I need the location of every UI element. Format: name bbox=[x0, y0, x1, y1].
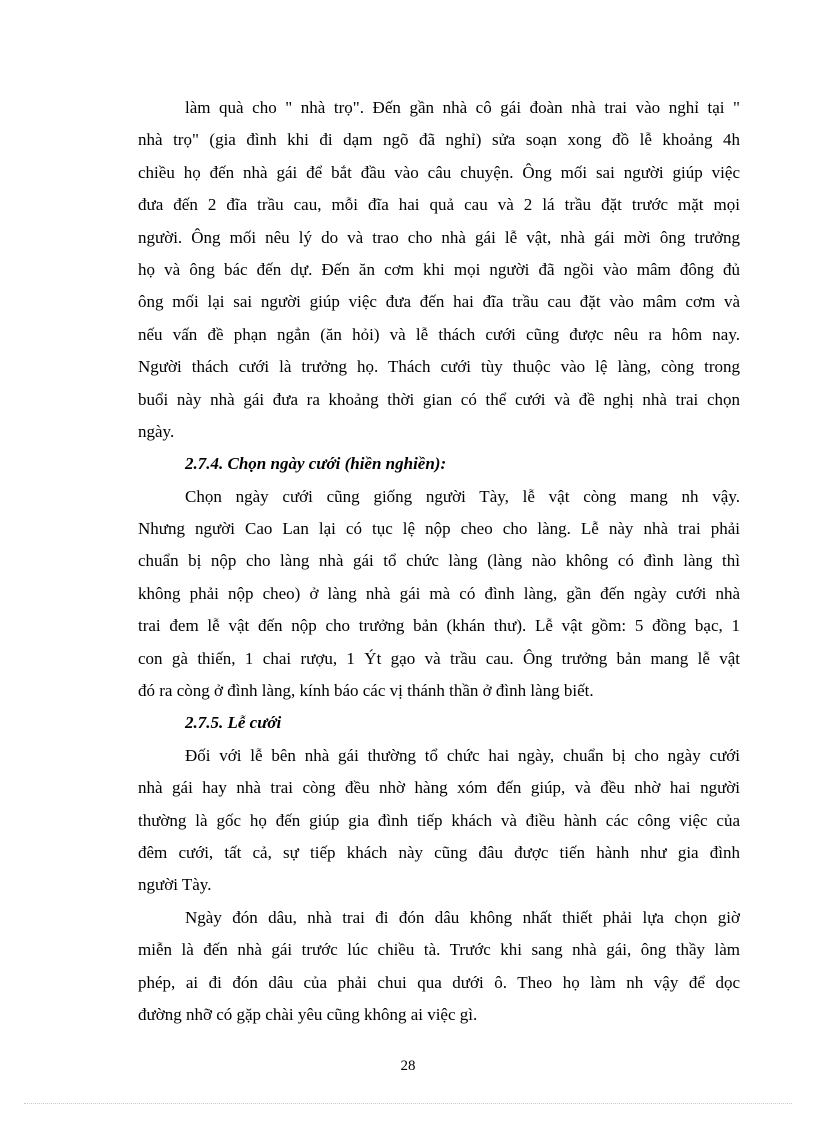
body-text-line: họ và ông bác đến dự. Đến ăn cơm khi mọi người đã ngồi vào mâm đông đủ bbox=[138, 259, 740, 279]
body-text-line: đó ra còng ở đình làng, kính báo các vị thánh thần ở đình làng biết. bbox=[138, 681, 594, 701]
body-text-line: người Tày. bbox=[138, 875, 212, 895]
body-text-line: phép, ai đi đón dâu của phải chui qua dưới ô. Theo họ làm nh vậy để dọc bbox=[138, 972, 740, 992]
body-text-line: Người thách cưới là trưởng họ. Thách cưới tùy thuộc vào lệ làng, còng trong bbox=[138, 357, 740, 377]
body-text-line: chuẩn bị nộp cho làng nhà gái tổ chức làng (làng nào không có đình làng thì bbox=[138, 551, 740, 571]
body-text-line: Ngày đón dâu, nhà trai đi đón dâu không nhất thiết phải lựa chọn giờ bbox=[185, 907, 740, 927]
body-text-line: thường là gốc họ đến giúp gia đình tiếp khách và điều hành các công việc của bbox=[138, 810, 740, 830]
body-text-line: ông mối lại sai người giúp việc đưa đến hai đĩa trầu cau đặt vào mâm cơm và bbox=[138, 292, 740, 312]
body-text-line: đưa đến 2 đĩa trầu cau, mỗi đĩa hai quả cau và 2 lá trầu đặt trước mặt mọi bbox=[138, 195, 740, 215]
body-text-line: Chọn ngày cưới cũng giống người Tày, lễ vật còng mang nh vậy. bbox=[185, 486, 740, 506]
body-text-line: nếu vấn đề phạn ngẳn (ăn hỏi) và lễ thách cưới cũng được nêu ra hôm nay. bbox=[138, 324, 740, 344]
body-text-line: buổi này nhà gái đưa ra khoảng thời gian có thể cưới và đề nghị nhà trai chọn bbox=[138, 389, 740, 409]
document-body bbox=[138, 92, 740, 1031]
body-text-line: Đối với lễ bên nhà gái thường tổ chức hai ngày, chuẩn bị cho ngày cưới bbox=[185, 745, 740, 765]
body-text-line: Nhưng người Cao Lan lại có tục lệ nộp cheo cho làng. Lễ này nhà trai phải bbox=[138, 519, 740, 539]
body-text-line: không phải nộp cheo) ở làng nhà gái mà có đình làng, gần đến ngày cưới nhà bbox=[138, 583, 740, 603]
body-text-line: miễn là đến nhà gái trước lúc chiều tà. Trước khi sang nhà gái, ông thầy làm bbox=[138, 940, 740, 960]
section-heading: 2.7.4. Chọn ngày cưới (hiền nghiền): bbox=[185, 454, 447, 474]
page-number: 28 bbox=[400, 1058, 416, 1074]
body-text-line: nhà gái hay nhà trai còng đều nhờ hàng xóm đến giúp, và đều nhờ hai người bbox=[138, 778, 740, 798]
body-text-line: trai đem lễ vật đến nộp cho trưởng bản (khán thư). Lễ vật gồm: 5 đồng bạc, 1 bbox=[138, 616, 740, 636]
section-heading: 2.7.5. Lễ cưới bbox=[185, 713, 282, 733]
body-text-line: nhà trọ" (gia đình khi đi dạm ngõ đã nghỉ) sửa soạn xong đồ lễ khoảng 4h bbox=[138, 130, 740, 150]
body-text-line: ngày. bbox=[138, 421, 175, 441]
page-bottom-divider bbox=[24, 1103, 792, 1104]
body-text-line: con gà thiến, 1 chai rượu, 1 Ýt gạo và trầu cau. Ông trưởng bản mang lễ vật bbox=[138, 648, 740, 668]
body-text-line: đêm cưới, tất cả, sự tiếp khách này cũng đâu được tiến hành như gia đình bbox=[138, 842, 740, 862]
body-text-line: đường nhỡ có gặp chài yêu cũng không ai việc gì. bbox=[138, 1004, 478, 1024]
body-text-line: làm quà cho " nhà trọ". Đến gần nhà cô gái đoàn nhà trai vào nghỉ tại " bbox=[185, 98, 740, 117]
body-text-line: chiều họ đến nhà gái để bắt đầu vào câu chuyện. Ông mối sai người giúp việc bbox=[138, 162, 740, 182]
body-text-line: người. Ông mối nêu lý do và trao cho nhà gái lễ vật, nhà gái mời ông trưởng bbox=[138, 227, 740, 247]
